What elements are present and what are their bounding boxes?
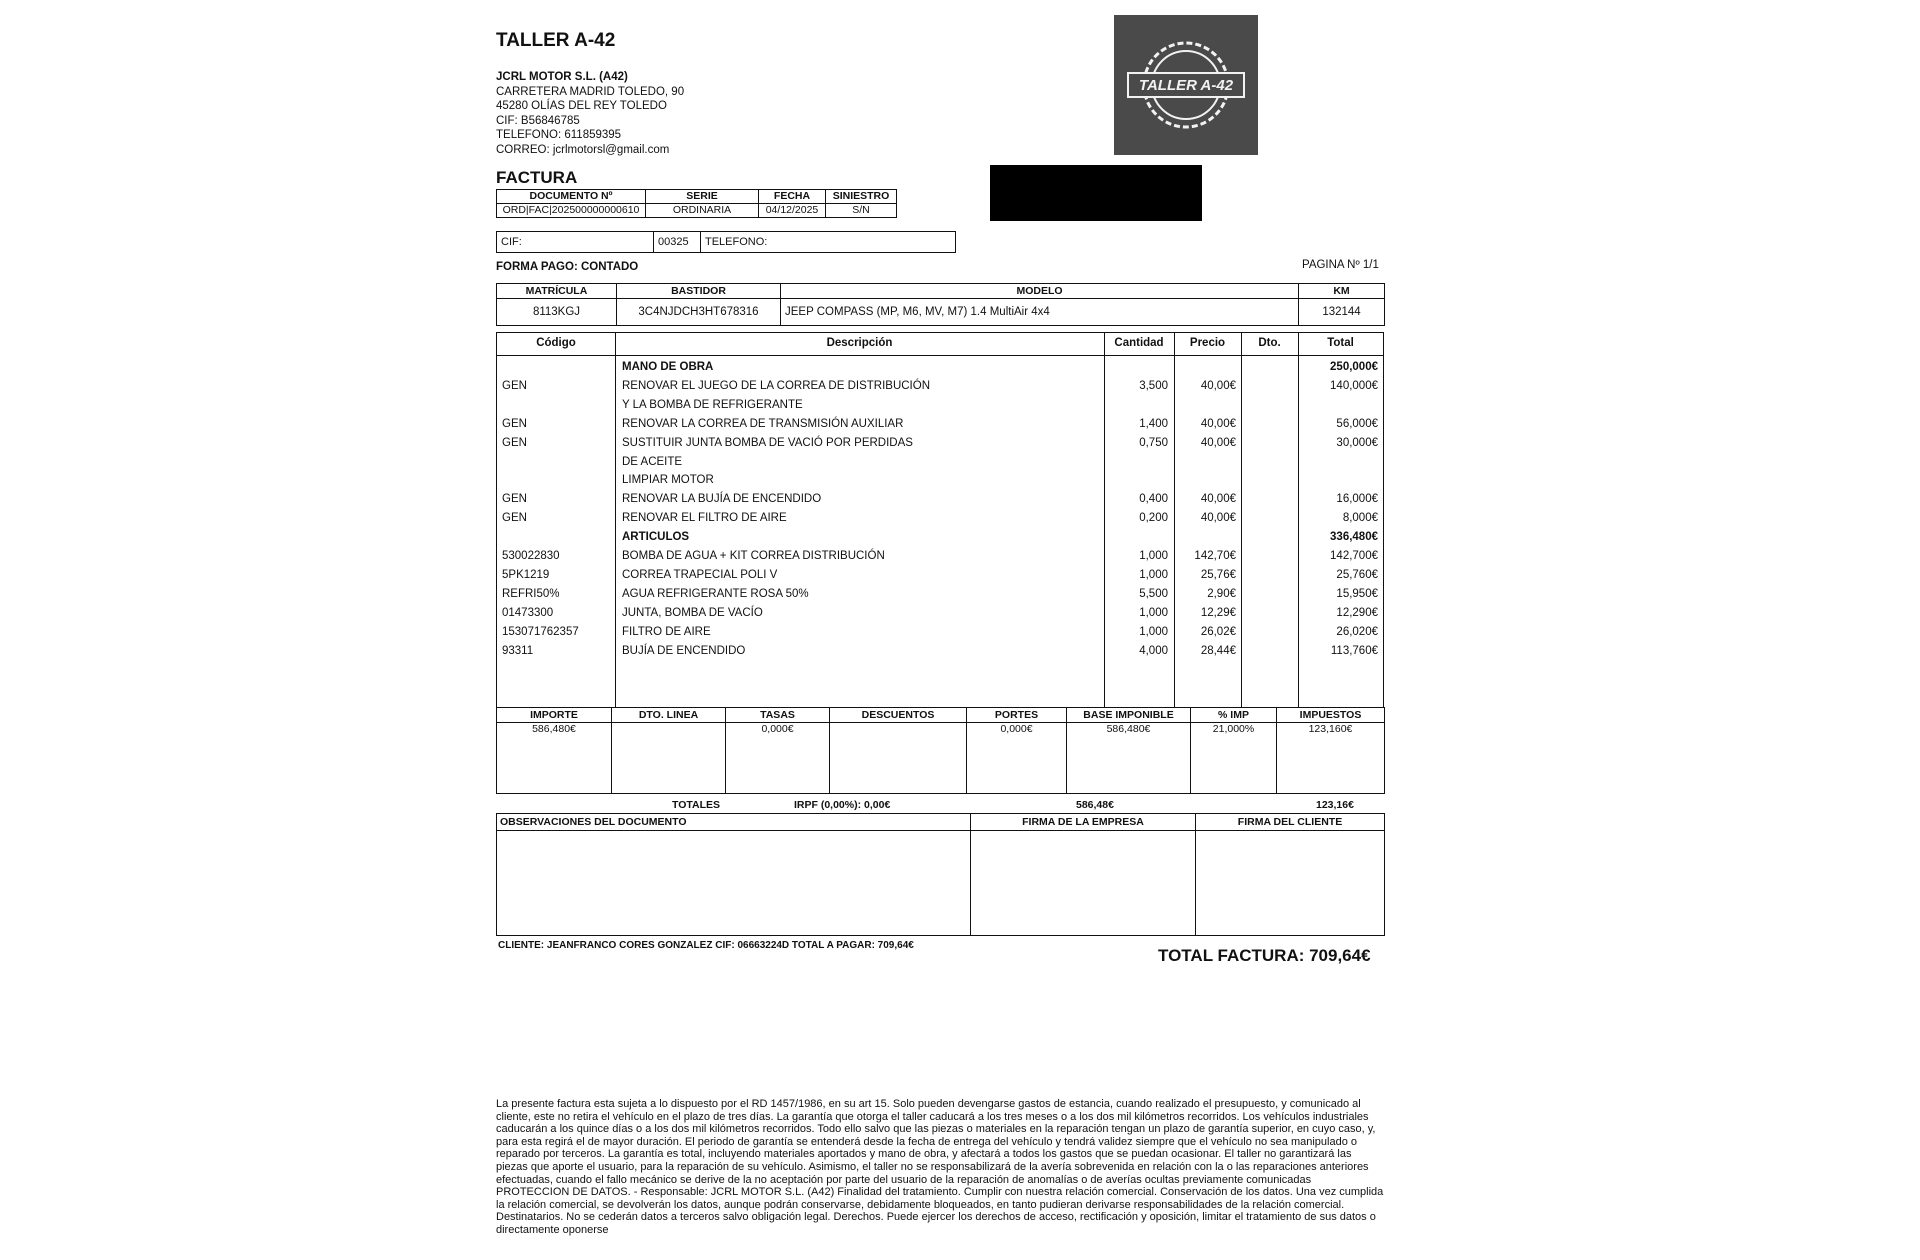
invoice-header-table bbox=[496, 189, 897, 218]
table-row bbox=[497, 454, 1383, 472]
line-quantity: 1,000 bbox=[1139, 568, 1168, 581]
line-code: 93311 bbox=[502, 644, 534, 657]
description-header: Descripción bbox=[826, 337, 893, 349]
summary-table bbox=[496, 707, 1385, 794]
line-price: 28,44€ bbox=[1200, 644, 1236, 657]
price-header: Precio bbox=[1189, 337, 1226, 349]
series-label: SERIE bbox=[646, 190, 759, 204]
line-quantity: 1,000 bbox=[1139, 550, 1168, 562]
line-code: GEN bbox=[502, 379, 527, 392]
line-total: 30,000€ bbox=[1336, 436, 1378, 449]
table-row bbox=[497, 435, 1383, 453]
line-description: RENOVAR EL JUEGO DE LA CORREA DE DISTRIBUCIÓN bbox=[622, 379, 931, 392]
line-discount-value bbox=[612, 723, 726, 794]
fees-label: TASAS bbox=[726, 708, 830, 723]
totals-base: 586,48€ bbox=[1076, 799, 1114, 811]
table-row bbox=[497, 548, 1383, 566]
line-code: GEN bbox=[502, 417, 527, 430]
line-quantity: 0,400 bbox=[1139, 493, 1168, 506]
invoice-total: TOTAL FACTURA: 709,64€ bbox=[1158, 946, 1371, 965]
discounts-label: DESCUENTOS bbox=[830, 708, 967, 723]
line-code: 153071762357 bbox=[502, 625, 579, 638]
line-quantity: 0,200 bbox=[1139, 512, 1168, 525]
line-code: REFRI50% bbox=[502, 587, 560, 600]
line-total: 250,000€ bbox=[1330, 361, 1378, 373]
date-label: FECHA bbox=[759, 190, 826, 204]
legal-text: La presente factura esta sujeta a lo dispuesto por el RD 1457/1986, en su art 15. Solo pueden devengarse gastos de estancia, cuando realizado el presupuesto, y comunicado al cliente, este no retira el vehículo en el plazo de tres días. La garantía que otorga el taller caducará a los tres meses o a los dos mil kilómetros recorridos. Los vehículos industriales caducarán a los quince días o a los dos mil kilómetros recorridos. Todo ello salvo que las piezas o materiales en la reparación tengan un plazo de garantía superior, en cuyo caso, y, para esta regirá el de mayor duración. El periodo de garantía se entenderá desde la fecha de entrega del vehículo y tendrá validez siempre que el vehículo no sea manipulado o reparado por terceros. La garantía es total, incluyendo materiales aportados y mano de obra, y afectará a todos los gastos que se puedan ocasionar. El taller no garantizará las piezas que aporte el usuario, para la reparación de su vehículo. Asimismo, el taller no se responsabilizará de la avería sobrevenida en relación con la o las reparaciones anteriores efectuadas, cuando el fallo mecánico se derive de la no aceptación por parte del usuario de la reparación de anomalías o de averías ocultas previamente comunicadas PROTECCION DE DATOS. - Responsable: JCRL MOTOR S.L. (A42) Finalidad del tratamiento. Cumplir con nuestra relación comercial. Conservación de los datos. Una vez cumplida la relación comercial, se devolverán los datos, aunque podrán conservarse, debidamente bloqueados, en tanto pudieran derivarse responsabilidades de la relación comercial. Destinatarios. No se cederán datos a terceros salvo obligación legal. Derechos. Puede ejercer los derechos de acceso, rectificación y oposición, limitar el tratamiento de sus datos o directamente oponerse bbox=[496, 1098, 1384, 1236]
line-price: 40,00€ bbox=[1200, 512, 1236, 525]
tax-base-value: 586,480€ bbox=[1067, 723, 1191, 794]
line-total: 16,000€ bbox=[1336, 493, 1378, 506]
taxes-value: 123,160€ bbox=[1277, 723, 1385, 794]
table-row bbox=[497, 510, 1383, 528]
line-code: GEN bbox=[502, 436, 527, 449]
line-total: 113,760€ bbox=[1330, 644, 1378, 657]
taxes-label: IMPUESTOS bbox=[1277, 708, 1385, 723]
line-code: 5PK1219 bbox=[502, 568, 550, 581]
client-summary: CLIENTE: JEANFRANCO CORES GONZALEZ CIF: 06663224D TOTAL A PAGAR: 709,64€ bbox=[498, 940, 914, 951]
line-price: 40,00€ bbox=[1200, 379, 1236, 392]
totals-label: TOTALES bbox=[672, 799, 721, 811]
table-row bbox=[497, 397, 1383, 415]
quantity-header: Cantidad bbox=[1114, 337, 1164, 349]
table-row bbox=[497, 586, 1383, 604]
plate-label: MATRÍCULA bbox=[497, 284, 617, 299]
line-description: BUJÍA DE ENCENDIDO bbox=[622, 644, 746, 657]
line-description: MANO DE OBRA bbox=[622, 361, 714, 373]
total-header: Total bbox=[1327, 337, 1354, 349]
address-line: 45280 OLÍAS DEL REY TOLEDO bbox=[496, 100, 667, 112]
tax-rate-value: 21,000% bbox=[1191, 723, 1277, 794]
line-description: RENOVAR LA BUJÍA DE ENCENDIDO bbox=[622, 493, 822, 506]
line-quantity: 0,750 bbox=[1139, 436, 1168, 449]
plate-value: 8113KGJ bbox=[497, 299, 617, 326]
line-total: 25,760€ bbox=[1336, 568, 1378, 581]
client-id-table bbox=[496, 231, 956, 253]
line-price: 142,70€ bbox=[1194, 550, 1236, 562]
table-row bbox=[497, 567, 1383, 585]
table-row bbox=[497, 416, 1383, 434]
fees-value: 0,000€ bbox=[726, 723, 830, 794]
line-total: 26,020€ bbox=[1336, 625, 1378, 638]
line-description: CORREA TRAPECIAL POLI V bbox=[622, 568, 778, 581]
document-title: FACTURA bbox=[496, 168, 578, 187]
table-row bbox=[497, 378, 1383, 396]
line-description: Y LA BOMBA DE REFRIGERANTE bbox=[622, 398, 803, 411]
shop-name: TALLER A-42 bbox=[496, 30, 616, 51]
discounts-value bbox=[830, 723, 967, 794]
totals-taxes: 123,16€ bbox=[1316, 799, 1354, 811]
line-price: 40,00€ bbox=[1200, 417, 1236, 430]
line-description: RENOVAR LA CORREA DE TRANSMISIÓN AUXILIAR bbox=[622, 417, 904, 430]
lines-header bbox=[497, 333, 1383, 356]
line-total: 336,480€ bbox=[1330, 531, 1378, 544]
line-description: LIMPIAR MOTOR bbox=[622, 474, 714, 487]
importe-value: 586,480€ bbox=[497, 723, 612, 794]
line-code: 530022830 bbox=[502, 550, 560, 562]
line-quantity: 1,400 bbox=[1139, 417, 1168, 430]
line-description: RENOVAR EL FILTRO DE AIRE bbox=[622, 512, 787, 525]
claim-value: S/N bbox=[826, 204, 897, 218]
line-price: 40,00€ bbox=[1200, 436, 1236, 449]
line-quantity: 3,500 bbox=[1139, 379, 1168, 392]
client-code: 00325 bbox=[654, 232, 701, 253]
code-header: Código bbox=[536, 337, 576, 349]
importe-label: IMPORTE bbox=[497, 708, 612, 723]
table-row bbox=[497, 605, 1383, 623]
tax-rate-label: % IMP bbox=[1191, 708, 1277, 723]
address-line: CIF: B56846785 bbox=[496, 114, 580, 127]
address-line: JCRL MOTOR S.L. (A42) bbox=[496, 71, 628, 83]
line-price: 40,00€ bbox=[1200, 493, 1236, 506]
line-description: SUSTITUIR JUNTA BOMBA DE VACIÓ POR PERDIDAS bbox=[622, 436, 913, 449]
line-price: 2,90€ bbox=[1207, 587, 1236, 600]
table-row bbox=[497, 472, 1383, 490]
address-line: TELEFONO: 611859395 bbox=[496, 129, 622, 141]
line-discount-label: DTO. LINEA bbox=[612, 708, 726, 723]
vin-value: 3C4NJDCH3HT678316 bbox=[617, 299, 781, 326]
line-description: BOMBA DE AGUA + KIT CORREA DISTRIBUCIÓN bbox=[622, 550, 885, 562]
line-quantity: 5,500 bbox=[1139, 587, 1168, 600]
irpf-value: IRPF (0,00%): 0,00€ bbox=[794, 799, 891, 811]
client-signature-label: FIRMA DEL CLIENTE bbox=[1196, 814, 1385, 831]
line-description: JUNTA, BOMBA DE VACÍO bbox=[622, 606, 763, 619]
discount-header: Dto. bbox=[1258, 337, 1281, 349]
line-price: 25,76€ bbox=[1200, 568, 1236, 581]
line-quantity: 1,000 bbox=[1139, 625, 1168, 638]
line-quantity: 1,000 bbox=[1139, 606, 1168, 619]
phone-label: TELEFONO: bbox=[701, 232, 956, 253]
table-row bbox=[497, 529, 1383, 547]
table-row bbox=[497, 359, 1383, 377]
observations-table bbox=[496, 813, 1385, 936]
km-value: 132144 bbox=[1299, 299, 1385, 326]
line-total: 142,700€ bbox=[1330, 550, 1378, 562]
line-code: 01473300 bbox=[502, 606, 554, 619]
line-total: 12,290€ bbox=[1336, 606, 1378, 619]
tax-base-label: BASE IMPONIBLE bbox=[1067, 708, 1191, 723]
line-quantity: 4,000 bbox=[1139, 644, 1168, 657]
model-label: MODELO bbox=[781, 284, 1299, 299]
cif-label: CIF: bbox=[497, 232, 654, 253]
client-signature-box bbox=[1196, 831, 1385, 936]
invoice-date: 04/12/2025 bbox=[759, 204, 826, 218]
line-total: 8,000€ bbox=[1342, 512, 1378, 525]
line-description: FILTRO DE AIRE bbox=[622, 625, 711, 638]
doc-number-label: DOCUMENTO Nº bbox=[497, 190, 646, 204]
shipping-label: PORTES bbox=[967, 708, 1067, 723]
table-row bbox=[497, 643, 1383, 661]
shop-logo bbox=[1114, 15, 1258, 155]
logo-text: TALLER A-42 bbox=[1138, 77, 1234, 94]
line-price: 12,29€ bbox=[1200, 606, 1236, 619]
line-description: ARTICULOS bbox=[622, 531, 690, 544]
redaction-block bbox=[990, 165, 1202, 221]
series-value: ORDINARIA bbox=[646, 204, 759, 218]
line-total: 140,000€ bbox=[1330, 379, 1378, 392]
observations-box bbox=[497, 831, 971, 936]
model-value: JEEP COMPASS (MP, M6, MV, M7) 1.4 MultiAir 4x4 bbox=[781, 299, 1299, 326]
line-description: AGUA REFRIGERANTE ROSA 50% bbox=[622, 587, 809, 600]
line-code: GEN bbox=[502, 493, 527, 506]
line-total: 56,000€ bbox=[1336, 417, 1378, 430]
address-line: CARRETERA MADRID TOLEDO, 90 bbox=[496, 85, 685, 98]
invoice-lines-table bbox=[496, 332, 1384, 708]
shipping-value: 0,000€ bbox=[967, 723, 1067, 794]
payment-method: FORMA PAGO: CONTADO bbox=[496, 261, 639, 273]
company-signature-box bbox=[971, 831, 1196, 936]
shop-address bbox=[496, 70, 684, 157]
doc-number: ORD|FAC|202500000000610 bbox=[497, 204, 646, 218]
page-number: PAGINA Nº 1/1 bbox=[1302, 259, 1379, 271]
claim-label: SINIESTRO bbox=[826, 190, 897, 204]
totals-row bbox=[496, 797, 1384, 813]
line-code: GEN bbox=[502, 512, 527, 525]
vehicle-table bbox=[496, 283, 1385, 326]
vin-label: BASTIDOR bbox=[617, 284, 781, 299]
line-description: DE ACEITE bbox=[622, 455, 683, 468]
table-row bbox=[497, 624, 1383, 642]
table-row bbox=[497, 491, 1383, 509]
km-label: KM bbox=[1299, 284, 1385, 299]
company-signature-label: FIRMA DE LA EMPRESA bbox=[971, 814, 1196, 831]
address-line: CORREO: jcrlmotorsl@gmail.com bbox=[496, 143, 670, 156]
observations-label: OBSERVACIONES DEL DOCUMENTO bbox=[497, 814, 971, 831]
line-price: 26,02€ bbox=[1200, 625, 1236, 638]
line-total: 15,950€ bbox=[1336, 587, 1378, 600]
